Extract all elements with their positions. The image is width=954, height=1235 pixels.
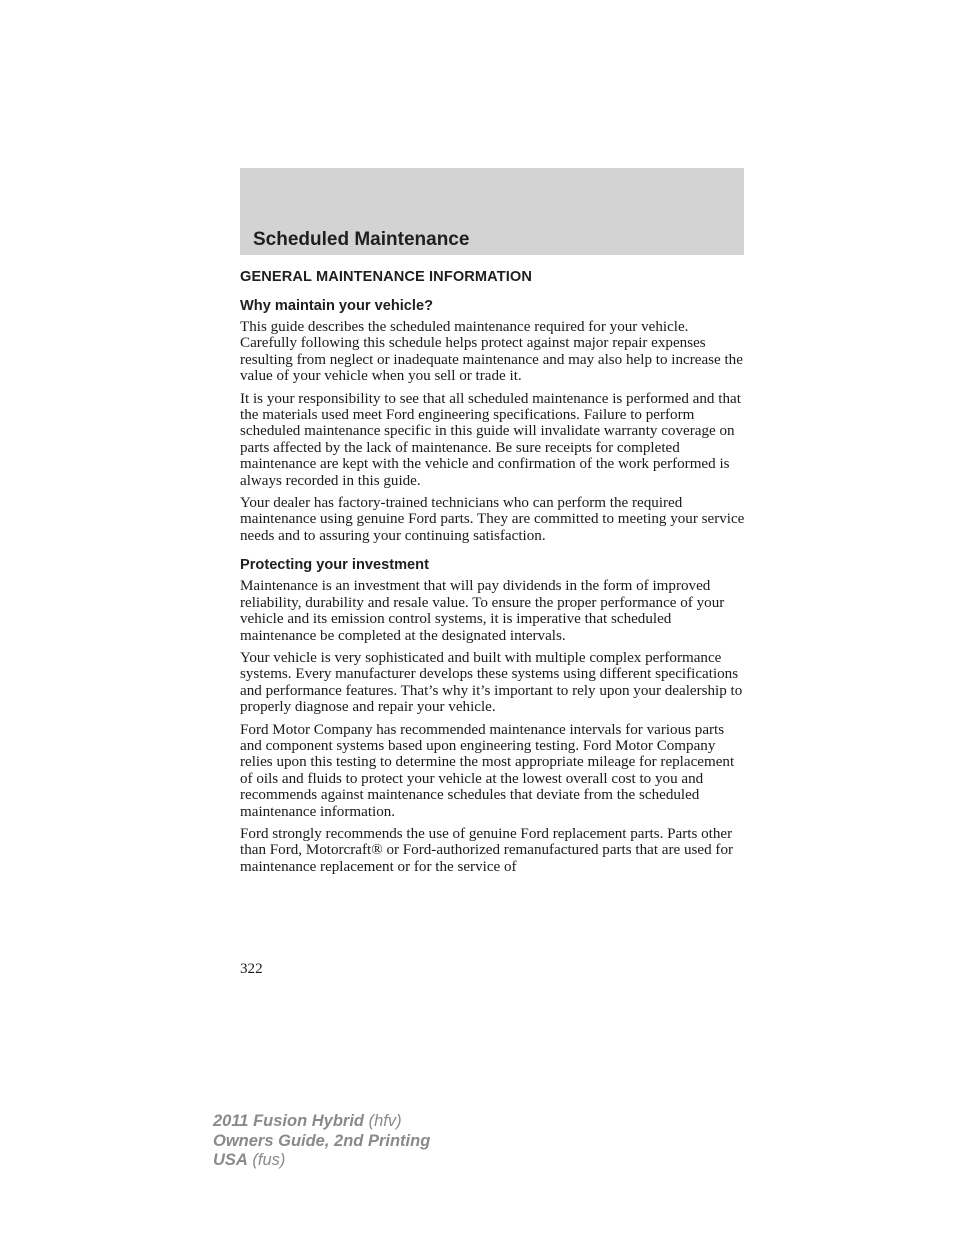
page-number: 322 [240,961,263,977]
subsection-heading-protecting-investment: Protecting your investment [240,557,429,574]
chapter-title: Scheduled Maintenance [253,229,470,250]
footer-line-guide [213,1132,430,1152]
page-content [240,267,746,881]
chapter-header-band [240,168,744,255]
paragraph: This guide describes the scheduled maintenance required for your vehicle. Carefully following this schedule helps protect against major repair expenses resulting from neglect or inadequate maintenance and may also help to increase the value of your vehicle when you sell or trade it. [240,319,743,385]
paragraph: Ford Motor Company has recommended maintenance intervals for various parts and component systems based upon engineering testing. Ford Motor Company relies upon this testing to determine the most appropriate mileage for replacement of oils and fluids to protect your vehicle at the lowest overall cost to you and recommends against maintenance schedules that deviate from the scheduled maintenance information. [240,721,735,820]
footer-model-code: (hfv) [363,1112,402,1130]
footer-model-name: 2011 Fusion Hybrid [213,1112,364,1130]
footer-guide-edition: Owners Guide, 2nd Printing [213,1131,431,1150]
footer-line-market [213,1151,430,1171]
document-footer [213,1112,430,1171]
footer-market-code: (fus) [247,1151,286,1169]
section-heading: GENERAL MAINTENANCE INFORMATION [240,269,532,285]
paragraph: It is your responsibility to see that all scheduled maintenance is performed and that the materials used meet Ford engineering specifications. Failure to perform scheduled maintenance specific in this guide will invalidate warranty coverage on parts affected by the lack of maintenance. Be sure receipts for completed maintenance are kept with the vehicle and confirmation of the work performed is always recorded in this guide. [240,390,741,489]
footer-market: USA [213,1151,248,1169]
paragraph: Ford strongly recommends the use of genuine Ford replacement parts. Parts other than Ford, Motorcraft® or Ford-authorized remanufactured parts that are used for maintenance replacement or for the service of [240,825,734,875]
footer-line-model [213,1112,430,1132]
paragraph: Maintenance is an investment that will pay dividends in the form of improved reliability, durability and resale value. To ensure the proper performance of your vehicle and its emission control systems, it is imperative that scheduled maintenance be completed at the designated intervals. [240,578,725,644]
paragraph: Your vehicle is very sophisticated and built with multiple complex performance systems. Every manufacturer develops these systems using different specifications and performance features. That’s why it’s important to rely upon your dealership to properly diagnose and repair your vehicle. [240,649,743,716]
subsection-heading-why-maintain: Why maintain your vehicle? [240,298,434,314]
paragraph: Your dealer has factory-trained technicians who can perform the required maintenance using genuine Ford parts. They are committed to meeting your service needs and to assuring your continuing satisfaction. [240,495,745,544]
